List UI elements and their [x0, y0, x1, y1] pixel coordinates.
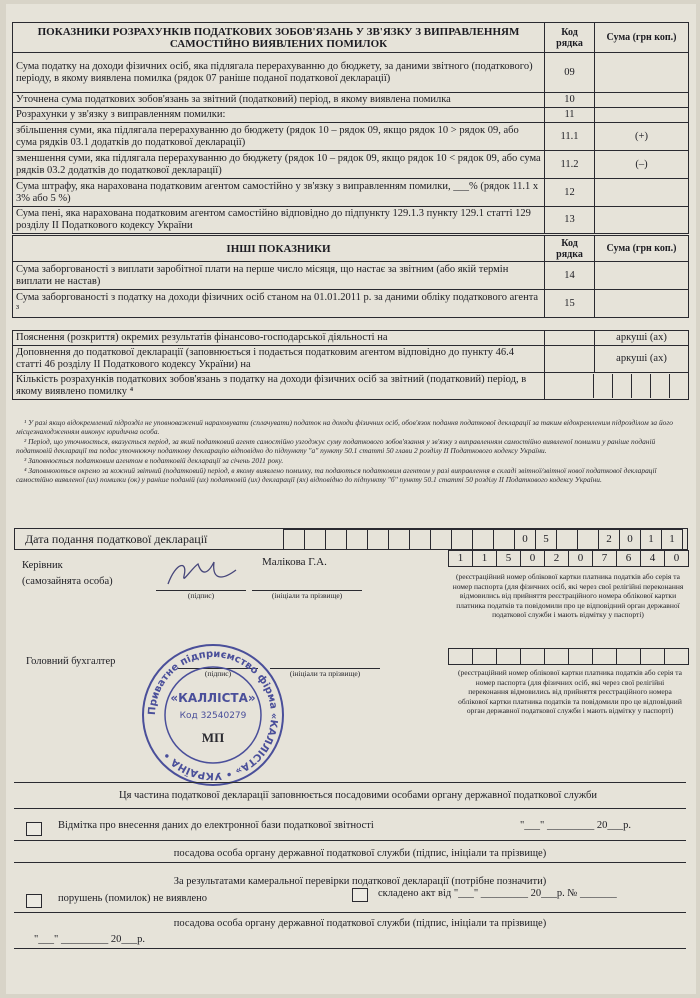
date-digit-cell[interactable]: 0 [619, 529, 641, 550]
accountant-title: Головний бухгалтер [26, 656, 116, 667]
director-id-caption: (реєстраційний номер облікової картки платника податків або серія та номер паспорта (для фізичних осіб, які через свої релігійні переконання відмовились від прийняття реєстраційного номера облікової картки платника податків та повідомили про це відповідний орган державної податкової служби і мають відмітку у паспорті) [452, 572, 684, 619]
svg-text:Код 32540279: Код 32540279 [179, 711, 247, 721]
id-digit-cell[interactable]: 4 [640, 550, 665, 567]
id-digit-cell[interactable]: 0 [664, 550, 689, 567]
date-digit-cell[interactable] [472, 529, 494, 550]
mark-date: "___" _________ 20___р. [520, 820, 631, 831]
date-digit-cell[interactable] [577, 529, 599, 550]
sum-cell[interactable] [595, 53, 689, 93]
mark-label: Відмітка про внесення даних до електронної бази податкової звітності [58, 820, 374, 831]
accountant-name-caption: (ініціали та прізвище) [270, 668, 380, 678]
table-row: Сума штрафу, яка нарахована податковим агентом самостійно у зв'язку з виправленням помилки, ___% (рядок 11.1 х 3% або 5 %) 12 [13, 179, 689, 207]
footnote: ⁴ Заповнюються окремо за кожний звітний (податковий) період, в якому виявлено помилку, та подаються податковим агентом у разі виправлення в складі звітної/звітної нової податкової декларації самостійно виявленої (их) помилки (ок) у раніше поданій (их) податковій (их) декларації (ях) відповідно до підпункту "б" пункту 50.1 статті 50 розділу II Податкового кодексу України. [16, 466, 657, 484]
date-digit-cell[interactable] [304, 529, 326, 550]
code-header: Код рядка [545, 236, 595, 262]
accountant-sig-caption: (підпис) [178, 668, 258, 678]
table-row: Сума заборгованості з податку на доходи фізичних осіб станом на 01.01.2011 р. за даними обліку податкового агента ³ 15 [13, 290, 689, 318]
code-header: Код рядка [545, 23, 595, 53]
director-name-caption: (ініціали та прізвище) [252, 590, 362, 600]
date-digit-cell[interactable] [451, 529, 473, 550]
director-signature [162, 556, 242, 590]
date-digit-cell[interactable] [556, 529, 578, 550]
id-digit-cell[interactable]: 6 [616, 550, 641, 567]
accountant-id-digit-cell[interactable] [592, 648, 617, 665]
svg-text:«КАЛЛІСТА»: «КАЛЛІСТА» [170, 691, 256, 705]
date-digit-cell[interactable] [367, 529, 389, 550]
id-digit-cell[interactable]: 7 [592, 550, 617, 567]
svg-text:МП: МП [201, 730, 225, 745]
director-name: Малікова Г.А. [262, 556, 327, 568]
date-digit-cell[interactable] [325, 529, 347, 550]
submission-date-row [14, 528, 688, 550]
attachments-table [12, 330, 689, 400]
footnote: ³ Заповнюється податковим агентом в податковій декларації за січень 2011 року. [24, 456, 284, 465]
date-digit-cell[interactable] [409, 529, 431, 550]
accountant-id-caption: (реєстраційний номер облікової картки платника податків або серія та номер паспорта (для фізичних осіб, які через свої релігійні переконання відмовились від прийняття реєстраційного номера облікової картки платника податків та повідомили про це відповідний орган державної податкової служби і мають відмітку у паспорті) [458, 668, 682, 715]
table-row: Доповнення до податкової декларації (заповнюється і подається податковим агентом відповідно до пункту 46.4 статті 46 розділу II Податкового кодексу України) на аркуші (ах) [13, 346, 689, 373]
footnote: ² Період, що уточнюється, вказується період, за який податковий агент самостійно узгоджує суму податкового зобов'язання у зв'язку з виправленням самостійно виявленої помилки у раніше поданій податковій декларації та подає уточнюючу податкову декларацію відповідно до підпункту "а" пункту 50.1 статті 50 глави 2 розділу II Податкового кодексу України. [16, 437, 656, 455]
section-title: ПОКАЗНИКИ РОЗРАХУНКІВ ПОДАТКОВИХ ЗОБОВ'ЯЗАНЬ У ЗВ'ЯЗКУ З ВИПРАВЛЕННЯМ САМОСТІЙНО ВИЯВЛЕНИХ ПОМИЛОК [13, 23, 545, 53]
sum-cell[interactable] [595, 290, 689, 318]
table-row: Розрахунки у зв'язку з виправленням помилки: 11 [13, 108, 689, 123]
audit-heading: За результатами камеральної перевірки податкової декларації (потрібне позначити) [173, 876, 547, 887]
pages-count-cell[interactable] [545, 331, 595, 346]
accountant-id-digit-cell[interactable] [496, 648, 521, 665]
no-violations-label: порушень (помилок) не виявлено [58, 893, 208, 904]
accountant-id-digit-cell[interactable] [520, 648, 545, 665]
other-indicators-table [12, 235, 689, 318]
date-digit-cell[interactable]: 1 [661, 529, 683, 550]
sum-cell[interactable] [595, 93, 689, 108]
date-digit-cell[interactable]: 1 [640, 529, 662, 550]
sum-header: Сума (грн коп.) [595, 23, 689, 53]
sum-cell[interactable] [595, 179, 689, 207]
table-row: збільшення суми, яка підлягала перерахуванню до бюджету (рядок 10 – рядок 09, якщо рядок 10 > рядок 09, або сума рядків 03.1 додатків до податкової декларації) 11.1 (+) [13, 123, 689, 151]
table-row: Пояснення (розкриття) окремих результатів фінансово-господарської діяльності на аркуші (ах) [13, 331, 689, 346]
date-digit-cell[interactable]: 2 [598, 529, 620, 550]
act-drawn-label: складено акт від "___" _________ 20___р. № _______ [378, 888, 617, 899]
accountant-id-digit-cell[interactable] [472, 648, 497, 665]
accountant-id-digit-cell[interactable] [448, 648, 473, 665]
corrections-table [12, 22, 689, 234]
date-digit-cell[interactable] [346, 529, 368, 550]
company-stamp [138, 640, 288, 790]
sum-cell[interactable]: (+) [595, 123, 689, 151]
date-digit-cell[interactable]: 5 [535, 529, 557, 550]
no-violations-checkbox[interactable] [26, 894, 42, 908]
sum-cell[interactable] [595, 207, 689, 234]
sum-cell[interactable] [595, 262, 689, 290]
accountant-id-digit-cell[interactable] [640, 648, 665, 665]
id-digit-cell[interactable]: 0 [520, 550, 545, 567]
date-digit-cell[interactable]: 0 [514, 529, 536, 550]
official-caption-2: посадова особа органу державної податкової служби (підпис, ініціали та прізвище) [173, 918, 547, 929]
id-digit-cell[interactable]: 1 [448, 550, 473, 567]
pages-count-cell[interactable] [545, 346, 595, 373]
date-digit-cell[interactable] [430, 529, 452, 550]
id-digit-cell[interactable]: 5 [496, 550, 521, 567]
accountant-id-digit-cell[interactable] [664, 648, 689, 665]
official-caption: посадова особа органу державної податкової служби (підпис, ініціали та прізвище) [173, 848, 547, 859]
accountant-id-digit-cell[interactable] [544, 648, 569, 665]
accountant-id-digit-cell[interactable] [616, 648, 641, 665]
table-row: Сума заборгованості з виплати заробітної плати на перше число місяця, що настає за звітним (або якій термін виплати не настав) 14 [13, 262, 689, 290]
date-digit-cell[interactable] [493, 529, 515, 550]
svg-text:Приватне підприємство фірма «К: Приватне підприємство фірма «КАЛЛІСТА» • УКРАЇНА • [146, 648, 280, 782]
accountant-id-digit-cell[interactable] [568, 648, 593, 665]
id-digit-cell[interactable]: 2 [544, 550, 569, 567]
audit-date: "___" _________ 20___р. [34, 934, 145, 945]
date-label: Дата подання податкової декларації [25, 532, 208, 546]
table-row: Сума податку на доходи фізичних осіб, яка підлягала перерахуванню до бюджету, за даними звітного (податкового) періоду, в якому виявлена помилка (рядок 07 раніше поданої податкової декларації) 09 [13, 53, 689, 93]
director-title: Керівник [22, 560, 63, 571]
office-heading: Ця частина податкової декларації заповнюється посадовими особами органу державної податкової служби [118, 790, 597, 801]
footnotes [16, 418, 684, 485]
id-digit-cell[interactable]: 1 [472, 550, 497, 567]
count-cells[interactable] [545, 373, 689, 400]
date-digit-cell[interactable] [388, 529, 410, 550]
table-row: Кількість розрахунків податкових зобов'язань з податку на доходи фізичних осіб за звітний (податковий) період, в якому виявлено помилку ⁴ [13, 373, 689, 400]
director-subtitle: (самозайнята особа) [22, 576, 113, 587]
director-sig-caption: (підпис) [156, 590, 246, 600]
section-title: ІНШІ ПОКАЗНИКИ [13, 236, 545, 262]
act-drawn-checkbox[interactable] [352, 888, 368, 902]
id-digit-cell[interactable]: 0 [568, 550, 593, 567]
table-row: Уточнена сума податкових зобов'язань за звітний (податковий) період, в якому виявлена помилка 10 [13, 93, 689, 108]
date-digit-cell[interactable] [283, 529, 305, 550]
sum-cell[interactable] [595, 108, 689, 123]
sum-header: Сума (грн коп.) [595, 236, 689, 262]
sum-cell[interactable]: (–) [595, 151, 689, 179]
table-row: зменшення суми, яка підлягала перерахуванню до бюджету (рядок 10 – рядок 09, якщо рядок 10 < рядок 09, або сума рядків 03.2 додатків до податкової декларації) 11.2 (–) [13, 151, 689, 179]
footnote: ¹ У разі якщо відокремлений підрозділ не уповноважений нараховувати (сплачувати) податок на доходи фізичних осіб, обов'язок подання податкової декларації за таким відокремленим підрозділом за його місцезнаходженням виконує юридична особа. [16, 418, 673, 436]
table-row: Сума пені, яка нарахована податковим агентом самостійно відповідно до підпункту 129.1.3 пункту 129.1 статті 129 розділу II Податкового кодексу України 13 [13, 207, 689, 234]
electronic-db-checkbox[interactable] [26, 822, 42, 836]
